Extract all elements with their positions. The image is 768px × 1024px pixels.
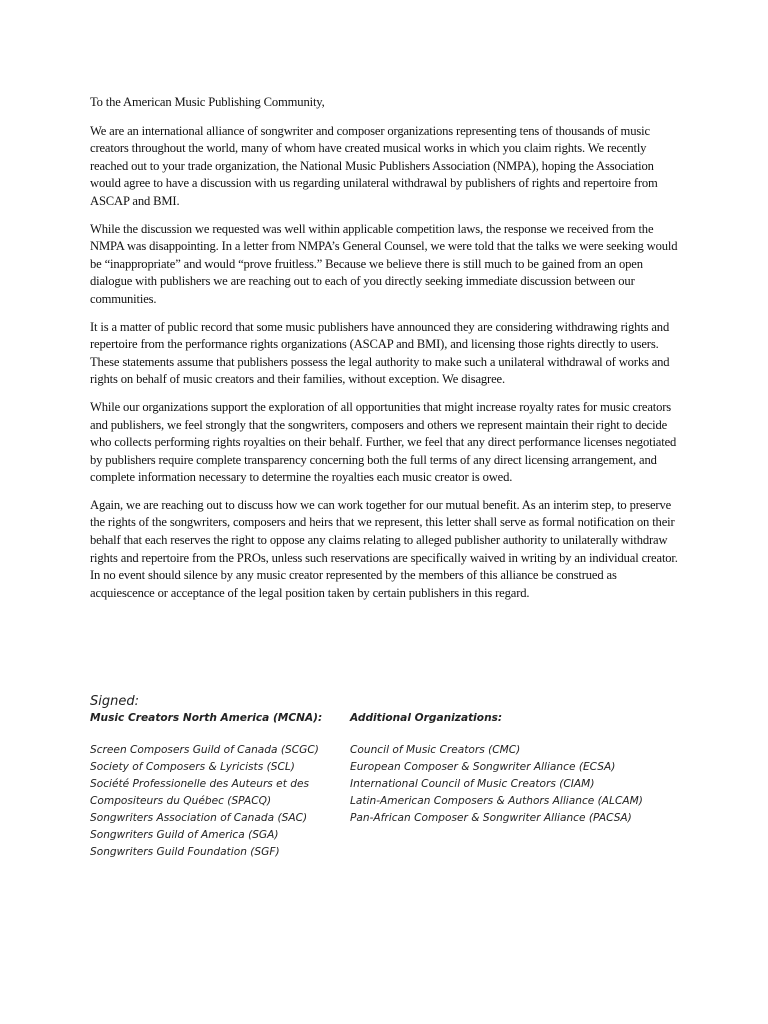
paragraph-5: Again, we are reaching out to discuss how we can work together for our mutual benefit. As an interim step, to preserve the rights of the songwriters, composers and heirs that we represent, this letter shall serve as formal notification on their behalf that each reserves the right to oppose any claims relating to alleged publisher authority to unilaterally withdraw rights and repertoire from the PROs, unless such reservations are specifically waived in writing by an individual creator. In no event should silence by any music creator represented by the members of this alliance be construed as acquiescence or acceptance of the legal position taken by certain publishers in this regard. bbox=[90, 497, 678, 600]
mcna-heading: Music Creators North America (MCNA): bbox=[90, 712, 323, 724]
org-item: International Council of Music Creators (CIAM) bbox=[350, 778, 595, 790]
letter-body bbox=[90, 94, 684, 612]
additional-orgs-column bbox=[350, 710, 680, 827]
paragraph-1: We are an international alliance of songwriter and composer organizations representing tens of thousands of music creators throughout the world, many of whom have created musical works in which you claim rights. We recently reached out to your trade organization, the National Music Publishers Association (NMPA), hoping the Association would agree to have a discussion with us regarding unilateral withdrawal by publishers of rights and repertoire from ASCAP and BMI. bbox=[90, 123, 658, 208]
signature-block bbox=[90, 694, 690, 870]
org-item: Songwriters Guild Foundation (SGF) bbox=[90, 846, 280, 858]
org-item: Pan-African Composer & Songwriter Alliance (PACSA) bbox=[350, 812, 632, 824]
org-item: Screen Composers Guild of Canada (SCGC) bbox=[90, 744, 319, 756]
org-item: Latin-American Composers & Authors Alliance (ALCAM) bbox=[350, 795, 643, 807]
signatory-columns bbox=[90, 710, 690, 870]
org-item: Compositeurs du Québec (SPACQ) bbox=[90, 795, 272, 807]
paragraph-2: While the discussion we requested was well within applicable competition laws, the response we received from the NMPA was disappointing. In a letter from NMPA’s General Counsel, we were told that the talks we were seeking would be “inappropriate” and would “prove fruitless.” Because we believe there is still much to be gained from an open dialogue with publishers we are reaching out to each of you directly seeking immediate discussion between our communities. bbox=[90, 221, 678, 306]
paragraph-3: It is a matter of public record that some music publishers have announced they are considering withdrawing rights and repertoire from the performance rights organizations (ASCAP and BMI), and licensing those rights directly to users. These statements assume that publishers possess the legal authority to make such a unilateral withdrawal of works and rights on behalf of music creators and their families, without exception. We disagree. bbox=[90, 319, 670, 387]
org-item: European Composer & Songwriter Alliance (ECSA) bbox=[350, 761, 616, 773]
salutation: To the American Music Publishing Community, bbox=[90, 95, 325, 109]
org-item: Société Professionelle des Auteurs et des bbox=[90, 778, 309, 790]
signed-label: Signed: bbox=[90, 694, 139, 709]
org-item: Songwriters Association of Canada (SAC) bbox=[90, 812, 308, 824]
org-item: Council of Music Creators (CMC) bbox=[350, 744, 521, 756]
paragraph-4: While our organizations support the exploration of all opportunities that might increase royalty rates for music creators and publishers, we feel strongly that the songwriters, composers and others we represent maintain their right to decide who collects performing rights royalties on their behalf. Further, we feel that any direct performance licenses negotiated by publishers require complete transparency concerning both the full terms of any direct licensing arrangement, and complete information necessary to determine the royalties each music creator is owed. bbox=[90, 399, 677, 485]
org-item: Society of Composers & Lyricists (SCL) bbox=[90, 761, 295, 773]
mcna-column bbox=[90, 710, 340, 861]
org-item: Songwriters Guild of America (SGA) bbox=[90, 829, 279, 841]
additional-orgs-heading: Additional Organizations: bbox=[350, 712, 503, 724]
